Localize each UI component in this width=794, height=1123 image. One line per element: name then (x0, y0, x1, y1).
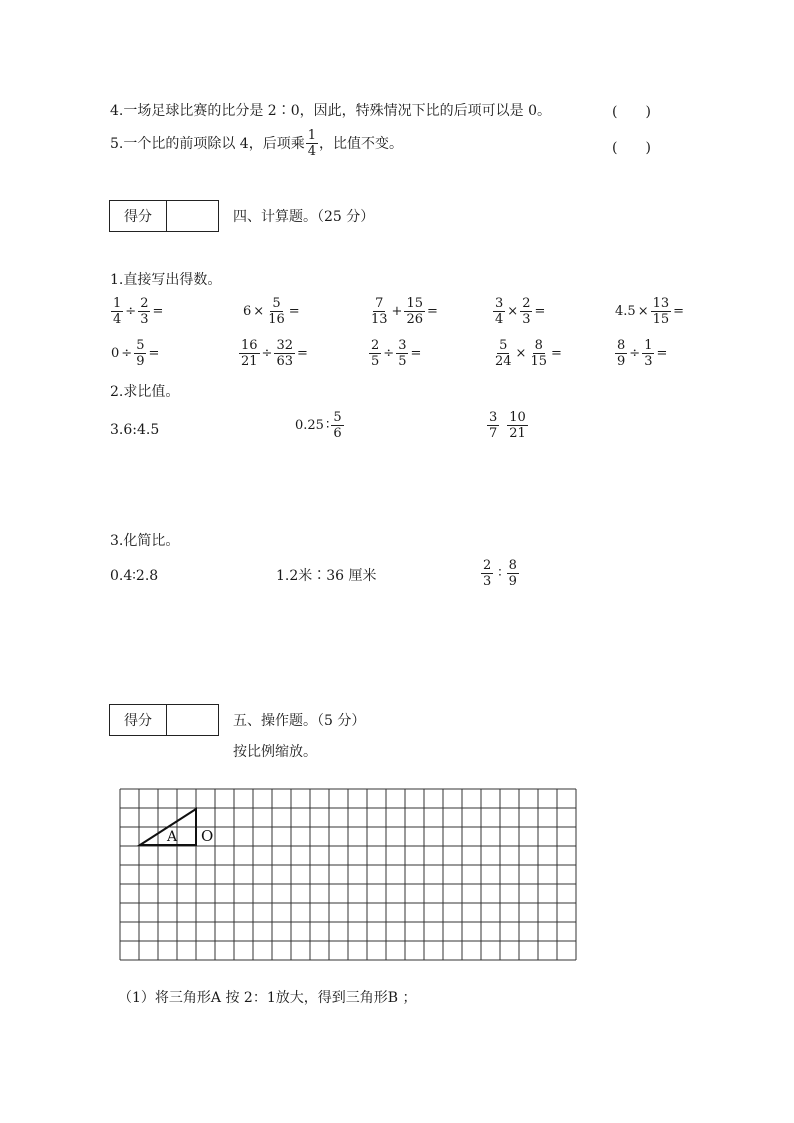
square-grid[interactable] (119, 788, 577, 961)
score-blank[interactable] (167, 201, 218, 231)
triangle-label: A (167, 829, 178, 845)
fraction: $\frac{3}{5}$ (398, 338, 407, 369)
calc-expr: $\frac{7}{13}$ + $\frac{15}{26}$ = (371, 296, 438, 327)
calc-expr: 0 ÷ $\frac{5}{9}$ = (111, 338, 160, 369)
q1-title: 1.直接写出得数。 (110, 272, 222, 288)
calc-expr: $\frac{3}{4}$ × $\frac{2}{3}$ = (495, 296, 546, 327)
calc-expr: $\frac{2}{5}$ ÷ $\frac{3}{5}$ = (371, 338, 422, 369)
calc-expr: $\frac{1}{4}$ ÷ $\frac{2}{3}$ = (113, 296, 164, 327)
fraction: $\frac{5}{24}$ (495, 338, 512, 369)
fraction: $\frac{13}{15}$ (652, 296, 670, 327)
ratio-item (486, 410, 529, 441)
calc-expr: 6 × $\frac{5}{16}$ = (243, 296, 300, 327)
ratio-item: 3.6:4.5 (110, 422, 160, 438)
score-box (109, 200, 219, 232)
score-box (109, 704, 219, 736)
task-q1: （1）将三角形A 按 2：1放大，得到三角形B ； (118, 990, 417, 1006)
instruction: 按比例缩放。 (233, 744, 317, 760)
fraction: $\frac{3}{7}$ (489, 410, 498, 441)
section4-title: 四、计算题。（25 分） (233, 209, 375, 225)
fraction: $\frac{2}{3}$ (140, 296, 149, 327)
fraction: $\frac{2}{3}$ (522, 296, 531, 327)
fraction: $\frac{8}{9}$ (508, 558, 517, 589)
fraction: $\frac{5}{6}$ (333, 410, 342, 441)
fraction: $\frac{32}{63}$ (276, 338, 293, 369)
q3-title: 3.化简比。 (110, 533, 180, 549)
calc-expr: $\frac{16}{21}$ ÷ $\frac{32}{63}$ = (241, 338, 308, 369)
fraction: $\frac{2}{5}$ (371, 338, 380, 369)
calc-expr: 4.5 × $\frac{13}{15}$ = (615, 296, 685, 327)
section5-title: 五、操作题。（5 分） (233, 713, 366, 729)
judge-q4: 4.一场足球比赛的比分是 2∶0，因此，特殊情况下比的后项可以是 0。 (110, 103, 551, 119)
fraction: $\frac{1}{4}$ (113, 296, 122, 327)
score-blank[interactable] (167, 705, 218, 735)
simplify-item: $\frac{2}{3}$ ∶ $\frac{8}{9}$ (483, 558, 517, 589)
fraction: $\frac{2}{3}$ (483, 558, 492, 589)
simplify-item: 0.4∶2.8 (110, 568, 159, 584)
simplify-item: 1.2米∶36 厘米 (276, 568, 377, 584)
score-label: 得分 (110, 201, 167, 231)
judge-q5-text-end: ，比值不变。 (319, 135, 403, 152)
fraction: $\frac{1}{3}$ (644, 338, 653, 369)
fraction: $\frac{8}{9}$ (617, 338, 626, 369)
fraction: $\frac{1}{4}$ (307, 128, 316, 159)
score-label: 得分 (110, 705, 167, 735)
calc-expr: $\frac{8}{9}$ ÷ $\frac{1}{3}$ = (617, 338, 668, 369)
fraction: $\frac{16}{21}$ (241, 338, 258, 369)
point-label: O (201, 827, 214, 845)
calc-expr: $\frac{5}{24}$ × $\frac{8}{15}$ = (495, 338, 562, 369)
fraction: $\frac{5}{16}$ (268, 296, 285, 327)
fraction: $\frac{8}{15}$ (530, 338, 547, 369)
judge-q5 (110, 128, 403, 159)
fraction: $\frac{7}{13}$ (371, 296, 388, 327)
ratio-item: 0.25 ∶ $\frac{5}{6}$ (295, 410, 342, 441)
fraction: $\frac{10}{21}$ (509, 410, 526, 441)
q2-title: 2.求比值。 (110, 384, 180, 400)
fraction: $\frac{5}{9}$ (136, 338, 145, 369)
fraction: $\frac{3}{4}$ (495, 296, 504, 327)
answer-paren-q4[interactable]: ( ) (612, 104, 651, 120)
answer-paren-q5[interactable]: ( ) (612, 140, 651, 156)
judge-q5-text: 5.一个比的前项除以 4，后项乘 (110, 135, 305, 152)
fraction: $\frac{15}{26}$ (406, 296, 423, 327)
